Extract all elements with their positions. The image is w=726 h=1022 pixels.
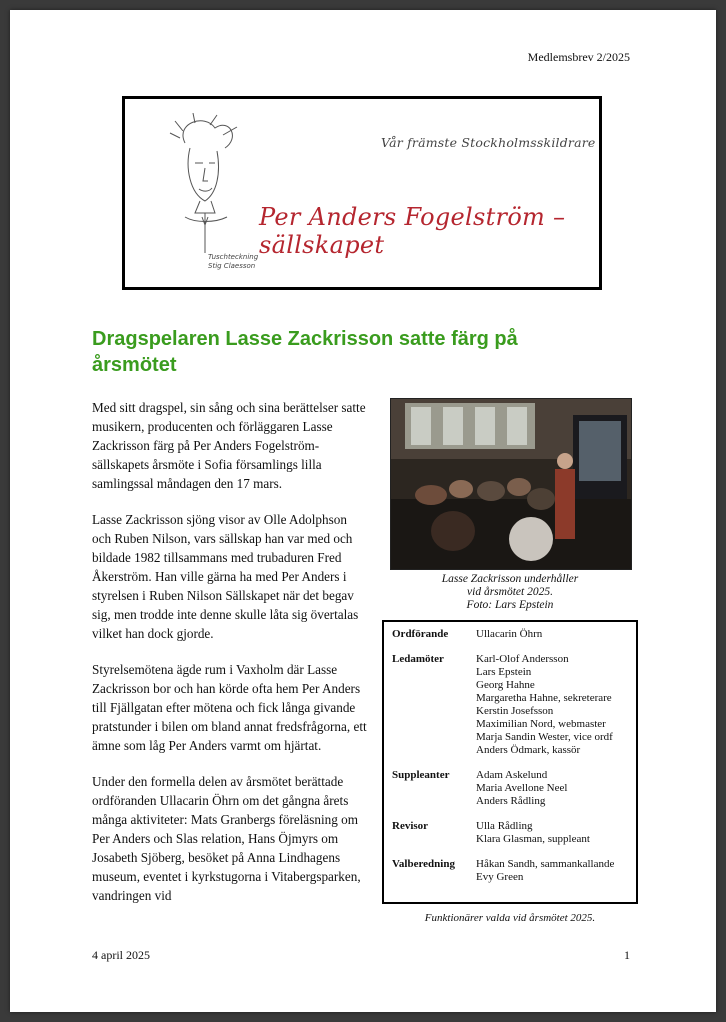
officer-name: Lars Epstein (476, 666, 532, 678)
officer-name: Karl-Olof Andersson (476, 653, 569, 665)
officer-name: Maria Avellone Neel (476, 782, 568, 794)
officer-role-row (392, 653, 628, 757)
role-title: Ordförande (392, 628, 449, 640)
banner-subtitle: Vår främste Stockholmsskildrare (381, 135, 596, 150)
officer-name: Evy Green (476, 871, 524, 883)
officer-role-row (392, 769, 628, 808)
officer-name: Maximilian Nord, webmaster (476, 718, 606, 730)
event-photo (390, 398, 632, 570)
caption-line: Lasse Zackrisson underhåller (441, 573, 579, 585)
officer-name: Anders Rådling (476, 795, 546, 807)
role-names (476, 769, 567, 808)
role-title: Valberedning (392, 858, 455, 870)
officer-name: Ulla Rådling (476, 820, 533, 832)
officers-box (382, 620, 638, 904)
banner-title: Per Anders Fogelström – sällskapet (259, 203, 566, 259)
credit-line: Tuschteckning (208, 253, 259, 261)
article-paragraph: Med sitt dragspel, sin sång och sina berättelser satte musikern, producenten och förläggaren Lasse Zackrisson färg på Per Anders Fogelström-sällskapets årsmöte i Sofia församlings lilla samlingssal måndagen den 17 mars. (92, 400, 366, 491)
officer-name: Håkan Sandh, sammankallande (476, 858, 615, 870)
page-number: 1 (624, 948, 630, 962)
article-headline: Dragspelaren Lasse Zackrisson satte färg på årsmötet (92, 328, 518, 376)
article-paragraph: Styrelsemötena ägde rum i Vaxholm där Lasse Zackrisson bor och han körde ofta hem Per Anders till Fjällgatan efter mötena och fick långa givande pratstunder i bilen om bland annat fredsfrågorna, ett ämne som låg Per Anders varmt om hjärtat. (92, 662, 367, 753)
officer-role-row (392, 858, 628, 884)
officers-caption: Funktionärer valda vid årsmötet 2025. (424, 912, 596, 924)
role-title: Revisor (392, 820, 429, 832)
officer-name: Marja Sandin Wester, vice ordf (476, 731, 613, 743)
caption-line: Foto: Lars Epstein (466, 599, 554, 611)
officer-name: Georg Hahne (476, 679, 535, 691)
article-paragraph: Lasse Zackrisson sjöng visor av Olle Adolphson och Ruben Nilson, vars sällskap han var med och bildade 1982 tillsammans med trubaduren Fred Åkerström. Han ville gärna ha med Per Anders i styrelsen i Ruben Nilson Sällskapet när det begav sig, men trodde inte denne skulle låta sig övertalas vilket han dock gjorde. (92, 512, 359, 641)
society-banner (122, 96, 602, 290)
officer-name: Adam Askelund (476, 769, 548, 781)
officer-role-row (392, 820, 628, 846)
portrait-sketch-icon (155, 113, 255, 263)
event-photo-image (391, 399, 631, 569)
role-names (476, 628, 542, 641)
officer-name: Ullacarin Öhrn (476, 628, 543, 640)
role-names (476, 858, 614, 884)
officer-role-row (392, 628, 628, 641)
article-paragraph: Under den formella delen av årsmötet berättade ordföranden Ullacarin Öhrn om det gångna årets många aktiviteter: Mats Granbergs föreläsning om Per Anders och Slas relation, Hans Öjmyrs om Josabeth Sjöberg, besöket på Anna Lindhagens museum, eventet i kyrkstugorna i Vitabergsparken, vandringen vid (92, 774, 361, 903)
caption-line: vid årsmötet 2025. (467, 586, 553, 598)
photo-caption (390, 573, 630, 612)
role-names (476, 820, 590, 846)
banner-credit (208, 253, 258, 271)
officer-name: Kerstin Josefsson (476, 705, 554, 717)
officer-name: Klara Glasman, suppleant (476, 833, 590, 845)
article-body (92, 398, 368, 922)
role-title: Ledamöter (392, 653, 444, 665)
credit-line: Stig Claesson (208, 262, 256, 270)
role-title: Suppleanter (392, 769, 450, 781)
role-names (476, 653, 613, 757)
document-page (10, 10, 716, 1012)
footer-date: 4 april 2025 (92, 948, 150, 962)
officer-name: Anders Ödmark, kassör (476, 744, 581, 756)
officer-name: Margaretha Hahne, sekreterare (476, 692, 612, 704)
newsletter-issue: Medlemsbrev 2/2025 (527, 50, 630, 64)
